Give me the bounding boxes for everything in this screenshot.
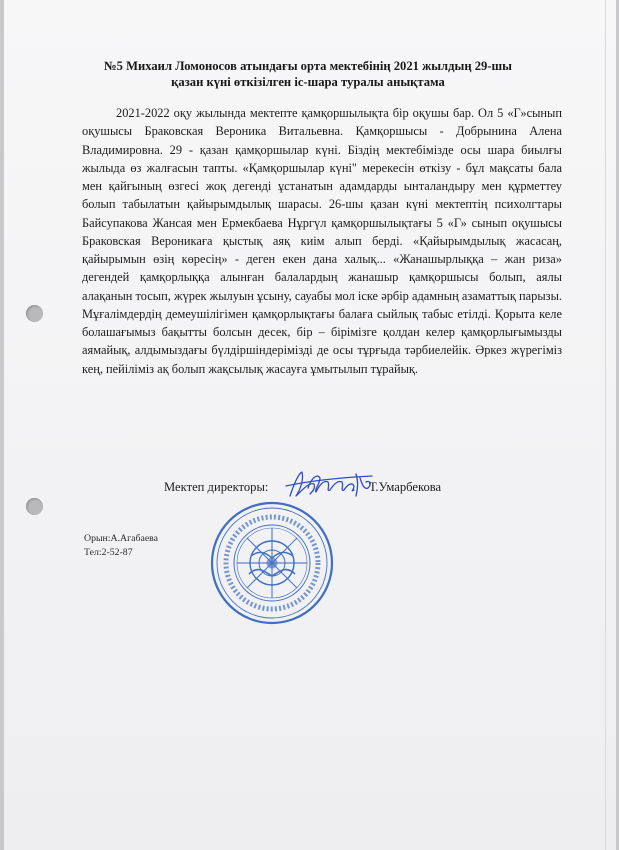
signature-icon bbox=[284, 466, 376, 502]
director-name: Т.Умарбекова bbox=[369, 480, 442, 494]
document-page bbox=[4, 0, 616, 850]
executor-name: Орын:А.Агабаева bbox=[84, 533, 159, 544]
paper-fold bbox=[605, 0, 606, 850]
executor-phone: Тел:2-52-87 bbox=[84, 546, 133, 558]
body-text: 2021-2022 оқу жылында мектепте қамқоршылықта бір оқушы бар. Ол 5 «Г»сынып оқушысы Браковская Вероника Витальевна. Қамқоршысы - Добрынина Алена Владимировна. 29 - қазан қамқоршылар күні. Біздің мектебімізде осы шара биылғы жылыда өз жалғасын тапты. «Қамқоршылар күні" мерекесін өткізу - бұл мақсаты бала мен қайғының өзгесі жоқ дегенді ұстанатын адамдарды ынталандыру мен құрметтеу болып табылатын қайырымдылық шарасы. 26-шы қазан күні мектептің психолгтары Байсупакова Жанcая мен Ермекбаева Нұргүл қамқоршылықтағы 5 «Г» сынып оқушысы Браковская Вероникаға қыстық аяқ киім алып берді. «Қайырымдылық жасасаң, қайырымын өзің көресің» - деген екен дана халық... «Жанашырлыққа – жан риза» дегендей қамқорлыққа алынған балалардың жанашыр қамқоршысы болып, аялы алақанын тосып, жүрек жылуын ұсыну, сауабы мол іске әрбір адамның азаматтық парызы. Мұғалімдердің демеушілігімен қамқорлықтағы балаға сыйлық табыс етілді. Қорыта келе болашағымыз бақытты болсын десек, бір – бірімізге қолдан келер қамқорлығымызды аямайық, алдымыздағы бүлдіршіндерімізді де осы тұрғыда тәрбиелейік. Әркез жүрегіміз кең, пейіліміз ақ болып жақсылық жасауға ұмытылып тұрайық. bbox=[82, 106, 562, 376]
executor-contact bbox=[84, 532, 158, 559]
punch-hole-lower bbox=[26, 498, 43, 515]
stamp-seal-icon bbox=[209, 500, 335, 626]
title-line-1: №5 Михаил Ломоносов атындағы орта мектебінің 2021 жылдың 29-шы bbox=[104, 59, 512, 73]
punch-hole-upper bbox=[26, 305, 43, 322]
title-line-2: қазан күні өткізілген іс-шара туралы анықтама bbox=[171, 75, 445, 89]
director-label: Мектеп директоры: bbox=[164, 480, 269, 494]
director-signature-line bbox=[164, 476, 564, 500]
document-title bbox=[44, 58, 572, 90]
